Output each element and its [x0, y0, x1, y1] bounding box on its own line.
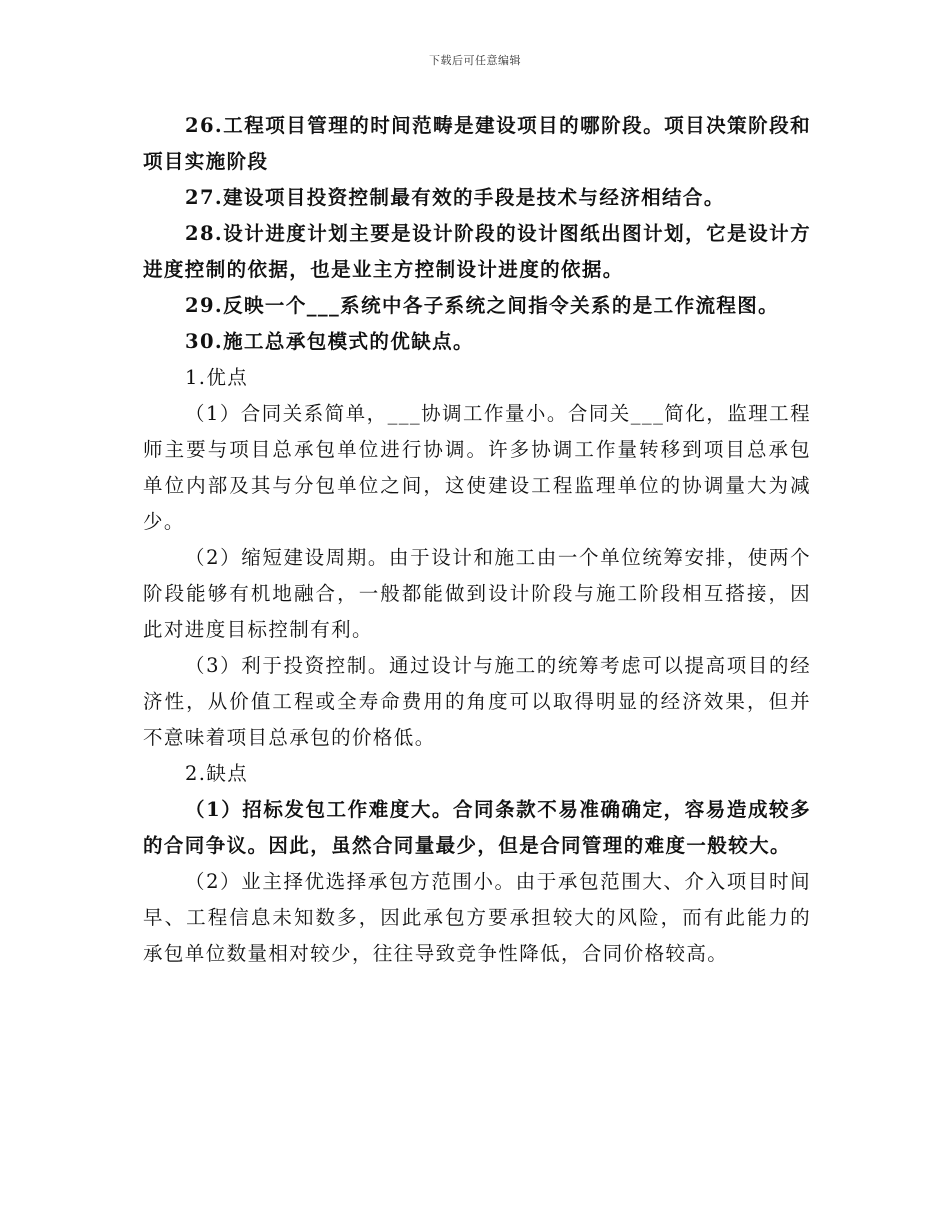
paragraph-29: 29.反映一个___系统中各子系统之间指令关系的是工作流程图。: [185, 294, 780, 317]
heading-disadvantages: 2.缺点: [185, 762, 249, 785]
document-body: [143, 108, 811, 972]
advantage-2: （2）缩短建设周期。由于设计和施工由一个单位统筹安排，使两个阶段能够有机地融合，一般都能做到设计阶段与施工阶段相互搭接，因此对进度目标控制有利。: [143, 546, 811, 641]
paragraph-27: 27.建设项目投资控制最有效的手段是技术与经济相结合。: [185, 186, 725, 209]
paragraph-26: 26.工程项目管理的时间范畴是建设项目的哪阶段。项目决策阶段和项目实施阶段: [143, 114, 811, 173]
page-header: 下载后可任意编辑: [429, 54, 521, 67]
heading-advantages: 1.优点: [185, 366, 249, 389]
advantage-1: （1）合同关系简单，___协调工作量小。合同关___简化，监理工程师主要与项目总承包单位进行协调。许多协调工作量转移到项目总承包单位内部及其与分包单位之间，这使建设工程监理单位的协调量大为减少。: [143, 402, 811, 533]
paragraph-30: 30.施工总承包模式的优缺点。: [185, 330, 474, 353]
disadvantage-2: （2）业主择优选择承包方范围小。由于承包范围大、介入项目时间早、工程信息未知数多，因此承包方要承担较大的风险，而有此能力的承包单位数量相对较少，往往导致竞争性降低，合同价格较高。: [143, 870, 811, 965]
disadvantage-1: （1）招标发包工作难度大。合同条款不易准确确定，容易造成较多的合同争议。因此，虽然合同量最少，但是合同管理的难度一般较大。: [143, 798, 811, 857]
advantage-3: （3）利于投资控制。通过设计与施工的统筹考虑可以提高项目的经济性，从价值工程或全寿命费用的角度可以取得明显的经济效果，但并不意味着项目总承包的价格低。: [143, 654, 811, 749]
paragraph-28: 28.设计进度计划主要是设计阶段的设计图纸出图计划，它是设计方进度控制的依据，也是业主方控制设计进度的依据。: [143, 222, 811, 281]
